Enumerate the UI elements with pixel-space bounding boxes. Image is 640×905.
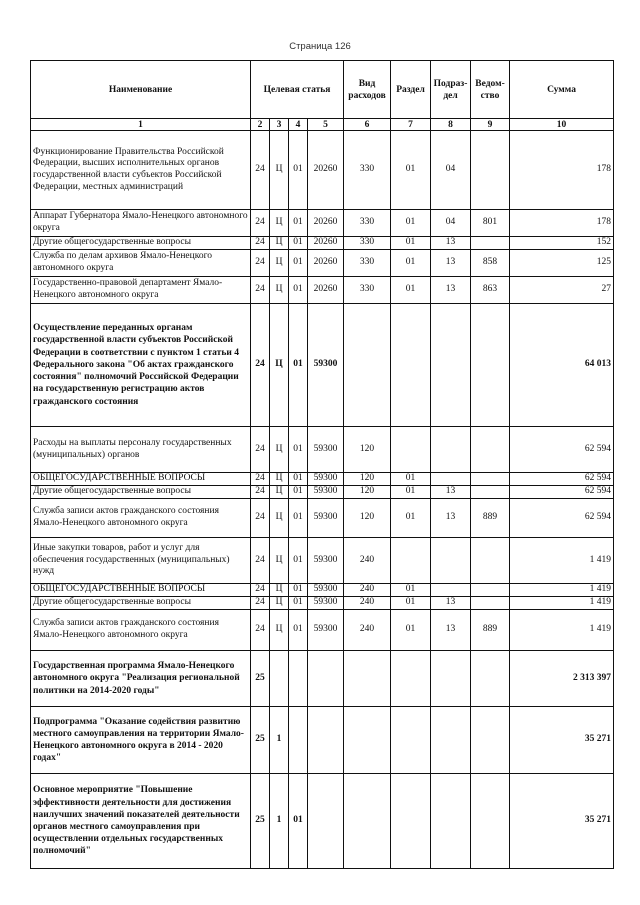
row-name: Основное мероприятие "Повышение эффективности деятельности для достижения наилучших значений показателей деятельности органов местного самоуправления при осуществлении отдельных государственных полномочий" bbox=[31, 774, 251, 869]
row-name: Служба записи актов гражданского состояния Ямало-Ненецкого автономного округа bbox=[31, 499, 251, 538]
header-expense-type: Вид расходов bbox=[344, 61, 391, 119]
section-cell: 01 bbox=[391, 250, 431, 277]
target-code-subprogram: Ц bbox=[270, 427, 289, 473]
row-name: Служба по делам архивов Ямало-Ненецкого автономного округа bbox=[31, 250, 251, 277]
target-code-subprogram: 1 bbox=[270, 707, 289, 774]
target-code-program: 24 bbox=[251, 597, 270, 610]
table-row bbox=[31, 538, 614, 584]
target-code-program: 24 bbox=[251, 427, 270, 473]
target-code-program: 25 bbox=[251, 707, 270, 774]
target-code-subprogram: Ц bbox=[270, 250, 289, 277]
subsection-cell bbox=[431, 304, 471, 427]
target-code-event: 01 bbox=[289, 499, 308, 538]
target-code-direction: 59300 bbox=[308, 486, 344, 499]
target-code-subprogram: Ц bbox=[270, 610, 289, 651]
target-code-program: 24 bbox=[251, 538, 270, 584]
section-cell: 01 bbox=[391, 597, 431, 610]
subsection-cell: 13 bbox=[431, 250, 471, 277]
sum-cell: 64 013 bbox=[510, 304, 614, 427]
subsection-cell bbox=[431, 707, 471, 774]
department-cell bbox=[471, 237, 510, 250]
row-name: Расходы на выплаты персоналу государственных (муниципальных) органов bbox=[31, 427, 251, 473]
target-code-event: 01 bbox=[289, 584, 308, 597]
column-number: 3 bbox=[270, 119, 289, 131]
expense-type-cell: 330 bbox=[344, 250, 391, 277]
section-cell: 01 bbox=[391, 210, 431, 237]
target-code-subprogram bbox=[270, 651, 289, 707]
target-code-event: 01 bbox=[289, 610, 308, 651]
department-cell bbox=[471, 584, 510, 597]
table-row bbox=[31, 210, 614, 237]
target-code-event: 01 bbox=[289, 538, 308, 584]
expense-type-cell: 330 bbox=[344, 277, 391, 304]
row-name: Государственно-правовой департамент Ямало-Ненецкого автономного округа bbox=[31, 277, 251, 304]
target-code-program: 24 bbox=[251, 277, 270, 304]
column-number: 1 bbox=[31, 119, 251, 131]
section-cell bbox=[391, 707, 431, 774]
sum-cell: 27 bbox=[510, 277, 614, 304]
target-code-direction: 20260 bbox=[308, 237, 344, 250]
target-code-event: 01 bbox=[289, 774, 308, 869]
table-row bbox=[31, 584, 614, 597]
sum-cell: 1 419 bbox=[510, 610, 614, 651]
row-name: Другие общегосударственные вопросы bbox=[31, 237, 251, 250]
column-number: 10 bbox=[510, 119, 614, 131]
target-code-subprogram: Ц bbox=[270, 210, 289, 237]
header-department: Ведом-ство bbox=[471, 61, 510, 119]
department-cell bbox=[471, 651, 510, 707]
target-code-program: 24 bbox=[251, 499, 270, 538]
department-cell bbox=[471, 538, 510, 584]
expense-type-cell bbox=[344, 651, 391, 707]
target-code-program: 24 bbox=[251, 486, 270, 499]
target-code-subprogram: Ц bbox=[270, 584, 289, 597]
target-code-direction: 20260 bbox=[308, 131, 344, 210]
sum-cell: 62 594 bbox=[510, 473, 614, 486]
target-code-program: 25 bbox=[251, 774, 270, 869]
target-code-event bbox=[289, 707, 308, 774]
target-code-subprogram: Ц bbox=[270, 277, 289, 304]
table-row bbox=[31, 597, 614, 610]
department-cell bbox=[471, 707, 510, 774]
subsection-cell: 04 bbox=[431, 131, 471, 210]
budget-table bbox=[30, 60, 614, 869]
section-cell: 01 bbox=[391, 499, 431, 538]
column-number: 2 bbox=[251, 119, 270, 131]
table-row bbox=[31, 250, 614, 277]
section-cell bbox=[391, 304, 431, 427]
target-code-event bbox=[289, 651, 308, 707]
target-code-direction: 59300 bbox=[308, 597, 344, 610]
table-row bbox=[31, 651, 614, 707]
expense-type-cell: 120 bbox=[344, 499, 391, 538]
subsection-cell bbox=[431, 538, 471, 584]
department-cell bbox=[471, 597, 510, 610]
target-code-subprogram: Ц bbox=[270, 499, 289, 538]
column-number: 5 bbox=[308, 119, 344, 131]
expense-type-cell: 240 bbox=[344, 538, 391, 584]
column-number: 8 bbox=[431, 119, 471, 131]
subsection-cell: 13 bbox=[431, 499, 471, 538]
table-row bbox=[31, 473, 614, 486]
target-code-subprogram: Ц bbox=[270, 486, 289, 499]
department-cell bbox=[471, 131, 510, 210]
sum-cell: 62 594 bbox=[510, 427, 614, 473]
section-cell bbox=[391, 651, 431, 707]
section-cell: 01 bbox=[391, 237, 431, 250]
column-number: 6 bbox=[344, 119, 391, 131]
target-code-subprogram: Ц bbox=[270, 131, 289, 210]
row-name: Иные закупки товаров, работ и услуг для обеспечения государственных (муниципальных) нужд bbox=[31, 538, 251, 584]
expense-type-cell: 330 bbox=[344, 131, 391, 210]
subsection-cell: 13 bbox=[431, 486, 471, 499]
subsection-cell bbox=[431, 473, 471, 486]
target-code-event: 01 bbox=[289, 210, 308, 237]
target-code-event: 01 bbox=[289, 486, 308, 499]
row-name: Функционирование Правительства Российской Федерации, высших исполнительных органов государственной власти субъектов Российской Федерации, местных администраций bbox=[31, 131, 251, 210]
sum-cell: 35 271 bbox=[510, 707, 614, 774]
header-subsection: Подраз-дел bbox=[431, 61, 471, 119]
department-cell bbox=[471, 774, 510, 869]
section-cell bbox=[391, 427, 431, 473]
target-code-program: 24 bbox=[251, 584, 270, 597]
header-sum: Сумма bbox=[510, 61, 614, 119]
department-cell: 801 bbox=[471, 210, 510, 237]
subsection-cell: 13 bbox=[431, 237, 471, 250]
target-code-direction bbox=[308, 651, 344, 707]
target-code-direction: 20260 bbox=[308, 210, 344, 237]
header-target-article: Целевая статья bbox=[251, 61, 344, 119]
section-cell: 01 bbox=[391, 486, 431, 499]
target-code-direction: 20260 bbox=[308, 277, 344, 304]
subsection-cell: 13 bbox=[431, 597, 471, 610]
sum-cell: 152 bbox=[510, 237, 614, 250]
target-code-event: 01 bbox=[289, 237, 308, 250]
header-name: Наименование bbox=[31, 61, 251, 119]
expense-type-cell: 240 bbox=[344, 584, 391, 597]
header-section: Раздел bbox=[391, 61, 431, 119]
sum-cell: 125 bbox=[510, 250, 614, 277]
target-code-event: 01 bbox=[289, 250, 308, 277]
target-code-program: 24 bbox=[251, 304, 270, 427]
expense-type-cell bbox=[344, 707, 391, 774]
target-code-program: 25 bbox=[251, 651, 270, 707]
target-code-direction: 59300 bbox=[308, 427, 344, 473]
sum-cell: 1 419 bbox=[510, 584, 614, 597]
section-cell bbox=[391, 538, 431, 584]
row-name: ОБЩЕГОСУДАРСТВЕННЫЕ ВОПРОСЫ bbox=[31, 584, 251, 597]
row-name: Служба записи актов гражданского состояния Ямало-Ненецкого автономного округа bbox=[31, 610, 251, 651]
target-code-direction: 59300 bbox=[308, 584, 344, 597]
subsection-cell bbox=[431, 651, 471, 707]
target-code-direction: 59300 bbox=[308, 538, 344, 584]
expense-type-cell bbox=[344, 774, 391, 869]
page-number: Страница 126 bbox=[289, 41, 351, 52]
expense-type-cell: 330 bbox=[344, 210, 391, 237]
row-name: ОБЩЕГОСУДАРСТВЕННЫЕ ВОПРОСЫ bbox=[31, 473, 251, 486]
table-row bbox=[31, 610, 614, 651]
sum-cell: 2 313 397 bbox=[510, 651, 614, 707]
row-name: Осуществление переданных органам государственной власти субъектов Российской Федерации в соответствии с пунктом 1 статьи 4 Федерального закона "Об актах гражданского состояния" полномочий Российской Федерации на государственную регистрацию актов гражданского состояния bbox=[31, 304, 251, 427]
sum-cell: 62 594 bbox=[510, 499, 614, 538]
target-code-subprogram: Ц bbox=[270, 304, 289, 427]
expense-type-cell: 120 bbox=[344, 473, 391, 486]
sum-cell: 1 419 bbox=[510, 597, 614, 610]
target-code-event: 01 bbox=[289, 304, 308, 427]
table-row bbox=[31, 304, 614, 427]
target-code-subprogram: Ц bbox=[270, 597, 289, 610]
table-row bbox=[31, 427, 614, 473]
section-cell: 01 bbox=[391, 473, 431, 486]
subsection-cell: 13 bbox=[431, 277, 471, 304]
expense-type-cell: 120 bbox=[344, 486, 391, 499]
target-code-subprogram: 1 bbox=[270, 774, 289, 869]
sum-cell: 35 271 bbox=[510, 774, 614, 869]
sum-cell: 62 594 bbox=[510, 486, 614, 499]
target-code-event: 01 bbox=[289, 427, 308, 473]
target-code-program: 24 bbox=[251, 131, 270, 210]
department-cell: 889 bbox=[471, 499, 510, 538]
row-name: Аппарат Губернатора Ямало-Ненецкого автономного округа bbox=[31, 210, 251, 237]
table-row bbox=[31, 237, 614, 250]
target-code-program: 24 bbox=[251, 237, 270, 250]
expense-type-cell: 330 bbox=[344, 237, 391, 250]
target-code-program: 24 bbox=[251, 210, 270, 237]
table-row bbox=[31, 486, 614, 499]
target-code-direction: 59300 bbox=[308, 473, 344, 486]
section-cell: 01 bbox=[391, 584, 431, 597]
department-cell: 889 bbox=[471, 610, 510, 651]
target-code-direction: 59300 bbox=[308, 304, 344, 427]
target-code-direction: 59300 bbox=[308, 499, 344, 538]
row-name: Государственная программа Ямало-Ненецкого автономного округа "Реализация региональной политики на 2014-2020 годы" bbox=[31, 651, 251, 707]
target-code-event: 01 bbox=[289, 131, 308, 210]
target-code-direction bbox=[308, 774, 344, 869]
sum-cell: 1 419 bbox=[510, 538, 614, 584]
department-cell bbox=[471, 473, 510, 486]
column-number: 4 bbox=[289, 119, 308, 131]
table-row bbox=[31, 277, 614, 304]
target-code-subprogram: Ц bbox=[270, 237, 289, 250]
row-name: Подпрограмма "Оказание содействия развитию местного самоуправления на территории Ямало-Ненецкого автономного округа в 2014 - 2020 годах" bbox=[31, 707, 251, 774]
table-row bbox=[31, 707, 614, 774]
target-code-direction bbox=[308, 707, 344, 774]
expense-type-cell: 120 bbox=[344, 427, 391, 473]
expense-type-cell: 240 bbox=[344, 597, 391, 610]
table-row bbox=[31, 131, 614, 210]
column-number: 7 bbox=[391, 119, 431, 131]
header-row bbox=[31, 61, 614, 119]
subsection-cell: 13 bbox=[431, 610, 471, 651]
sum-cell: 178 bbox=[510, 131, 614, 210]
target-code-event: 01 bbox=[289, 597, 308, 610]
target-code-subprogram: Ц bbox=[270, 473, 289, 486]
row-name: Другие общегосударственные вопросы bbox=[31, 486, 251, 499]
expense-type-cell: 240 bbox=[344, 610, 391, 651]
target-code-direction: 20260 bbox=[308, 250, 344, 277]
subsection-cell bbox=[431, 427, 471, 473]
target-code-direction: 59300 bbox=[308, 610, 344, 651]
department-cell bbox=[471, 304, 510, 427]
column-number-row bbox=[31, 119, 614, 131]
target-code-program: 24 bbox=[251, 610, 270, 651]
target-code-program: 24 bbox=[251, 250, 270, 277]
section-cell: 01 bbox=[391, 277, 431, 304]
section-cell: 01 bbox=[391, 610, 431, 651]
column-number: 9 bbox=[471, 119, 510, 131]
target-code-subprogram: Ц bbox=[270, 538, 289, 584]
sum-cell: 178 bbox=[510, 210, 614, 237]
subsection-cell: 04 bbox=[431, 210, 471, 237]
section-cell: 01 bbox=[391, 131, 431, 210]
department-cell: 858 bbox=[471, 250, 510, 277]
expense-type-cell bbox=[344, 304, 391, 427]
department-cell: 863 bbox=[471, 277, 510, 304]
subsection-cell bbox=[431, 584, 471, 597]
department-cell bbox=[471, 427, 510, 473]
target-code-event: 01 bbox=[289, 277, 308, 304]
table-row bbox=[31, 774, 614, 869]
row-name: Другие общегосударственные вопросы bbox=[31, 597, 251, 610]
target-code-program: 24 bbox=[251, 473, 270, 486]
target-code-event: 01 bbox=[289, 473, 308, 486]
department-cell bbox=[471, 486, 510, 499]
table-row bbox=[31, 499, 614, 538]
subsection-cell bbox=[431, 774, 471, 869]
section-cell bbox=[391, 774, 431, 869]
